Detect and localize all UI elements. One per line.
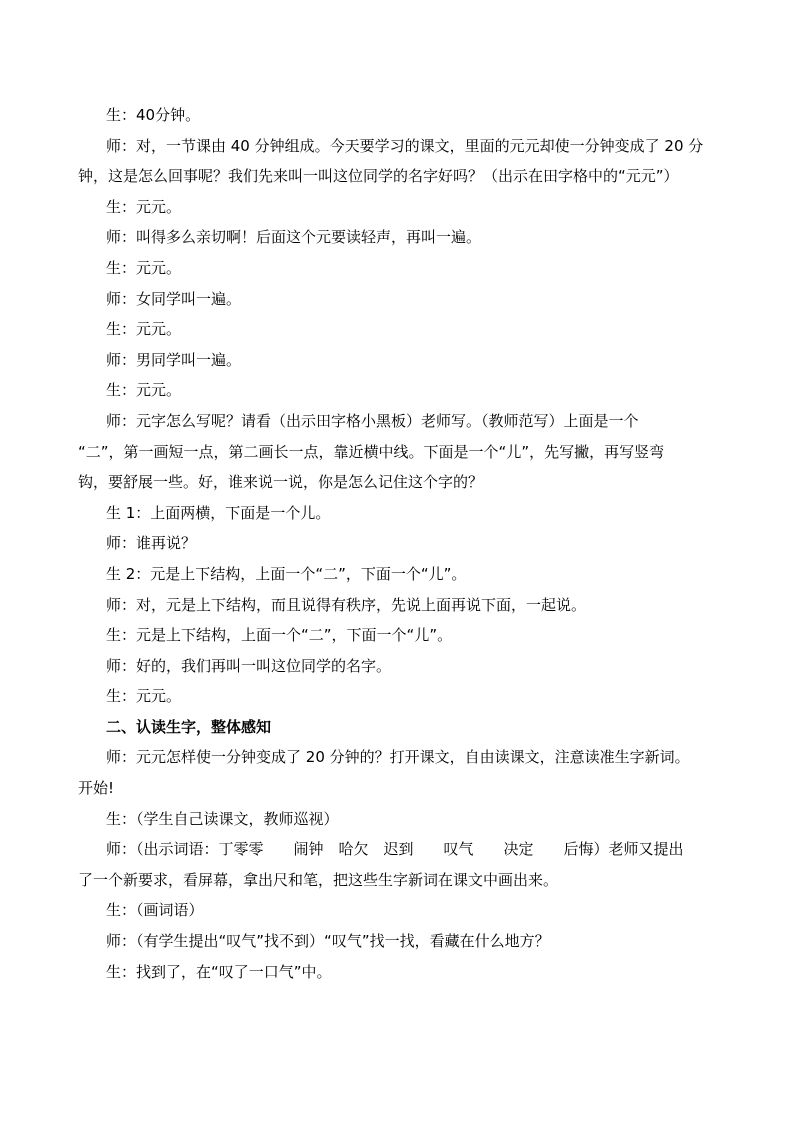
text-line: 生：元元。 bbox=[106, 197, 182, 216]
text-line: 生：（画词语） bbox=[106, 901, 204, 920]
text-line: 师：男同学叫一遍。 bbox=[106, 350, 242, 369]
text-line: 师：对，元是上下结构，而且说得有秩序，先说上面再说下面，一起说。 bbox=[106, 595, 587, 614]
text-line: 师：好的，我们再叫一叫这位同学的名字。 bbox=[106, 656, 392, 675]
text-line: 开始! bbox=[78, 779, 115, 798]
text-line: 钟，这是怎么回事呢？我们先来叫一叫这位同学的名字好吗？（出示在田字格中的“元元”） bbox=[78, 167, 679, 186]
text-line: 师：（出示词语：丁零零 闹钟 哈欠 迟到 叹气 决定 后悔）老师又提出 bbox=[106, 840, 684, 859]
text-line: 生 2：元是上下结构，上面一个“二”，下面一个“儿”。 bbox=[106, 564, 467, 583]
text-line: 师：女同学叫一遍。 bbox=[106, 289, 242, 308]
text-line: 生：元元。 bbox=[106, 258, 182, 277]
text-line: 师：谁再说？ bbox=[106, 534, 197, 553]
text-line: “二”，第一画短一点，第二画长一点，靠近横中线。下面是一个“儿”，先写撇，再写竖弯 bbox=[78, 442, 665, 461]
text-line: 师：元元怎样使一分钟变成了 20 分钟的？打开课文，自由读课文，注意读准生字新词。 bbox=[106, 748, 690, 767]
text-line: 师：对，一节课由 40 分钟组成。今天要学习的课文，里面的元元却使一分钟变成了 20 分 bbox=[106, 136, 704, 155]
text-line: 钩，要舒展一些。好，谁来说一说，你是怎么记住这个字的？ bbox=[78, 473, 484, 492]
text-line: 生：40分钟。 bbox=[106, 106, 201, 124]
document-body bbox=[78, 100, 718, 987]
text-line: 生：元元。 bbox=[106, 381, 182, 400]
text-line: 生 1：上面两横，下面是一个儿。 bbox=[106, 503, 331, 522]
text-line: 师：元字怎么写呢？请看（出示田字格小黑板）老师写。（教师范写）上面是一个 bbox=[106, 411, 639, 430]
text-line: 生：找到了，在“叹了一口气”中。 bbox=[106, 962, 332, 981]
text-line: 生：元元。 bbox=[106, 320, 182, 339]
text-line: 生：元元。 bbox=[106, 687, 182, 706]
text-line: 师：（有学生提出“叹气”找不到）“叹气”找一找，看藏在什么地方？ bbox=[106, 932, 550, 951]
text-line: 了一个新要求，看屏幕，拿出尺和笔，把这些生字新词在课文中画出来。 bbox=[78, 870, 559, 889]
text-line: 生：（学生自己读课文，教师巡视） bbox=[106, 809, 339, 828]
section-heading: 二、认读生字，整体感知 bbox=[106, 717, 272, 736]
text-line: 师：叫得多么亲切啊！后面这个元要读轻声，再叫一遍。 bbox=[106, 228, 482, 247]
text-line: 生：元是上下结构，上面一个“二”，下面一个“儿”。 bbox=[106, 626, 453, 645]
